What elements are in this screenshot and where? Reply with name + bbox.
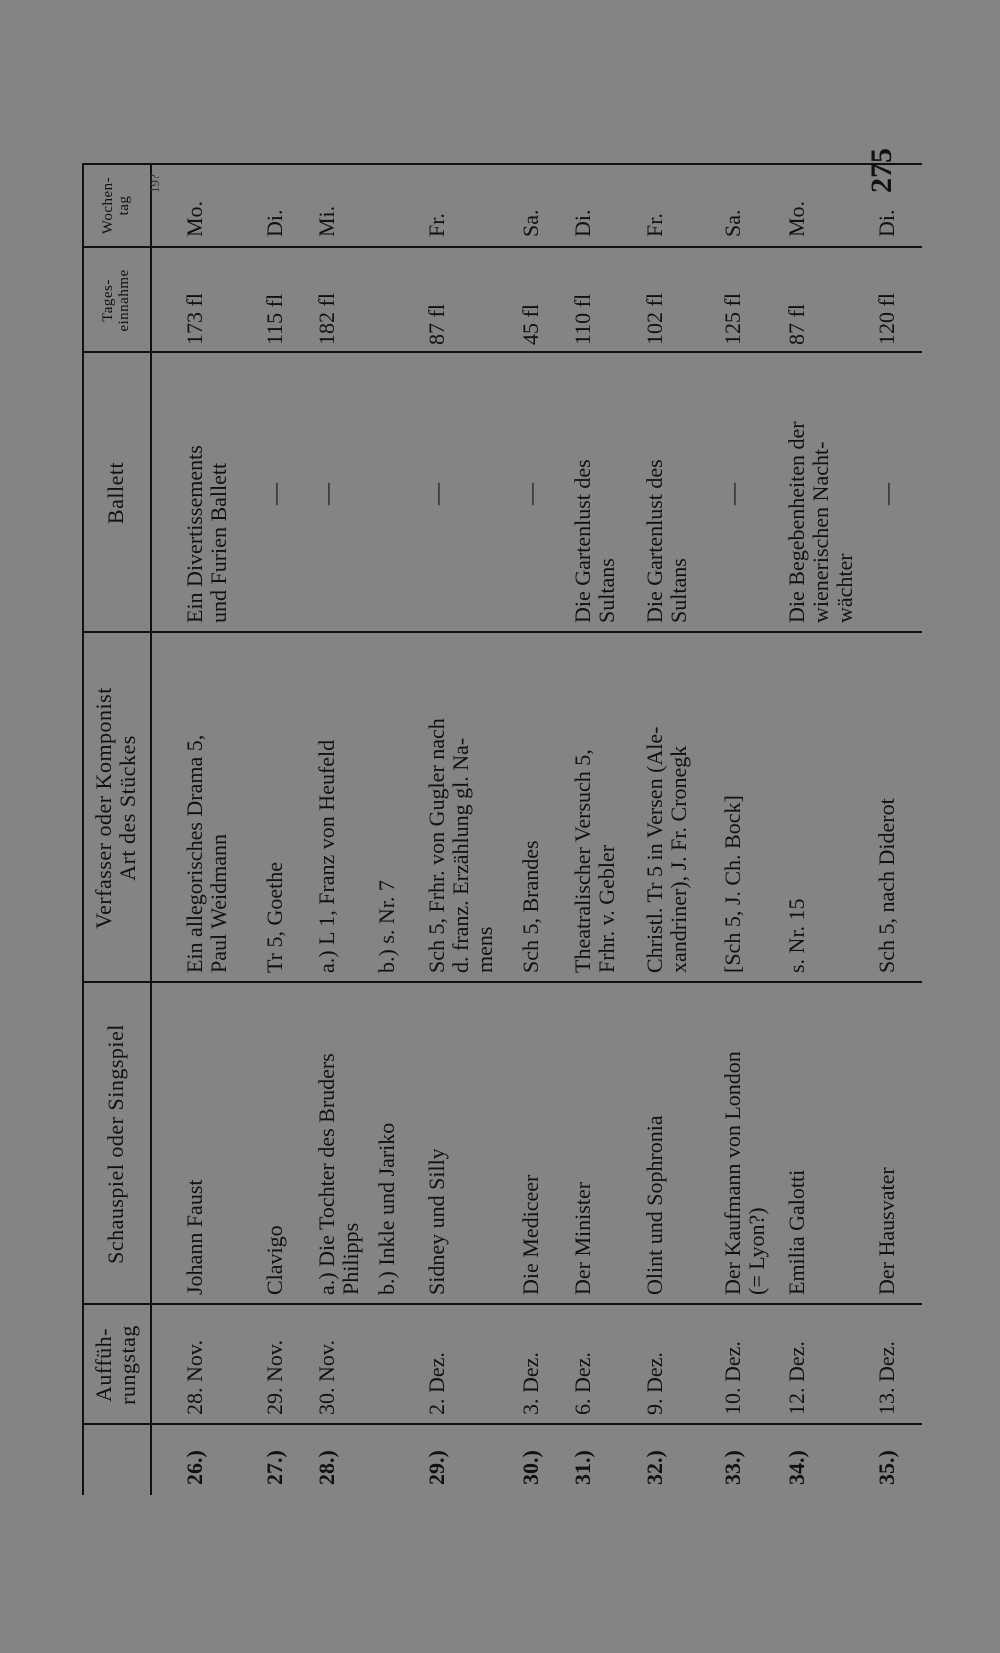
weekday: Sa.: [518, 209, 543, 237]
play-title-line: Philipps: [338, 1222, 363, 1295]
performance-table: [82, 163, 922, 1495]
author-line: Paul Weidmann: [206, 834, 231, 973]
page-number: 275: [865, 148, 898, 193]
weekday: Fr.: [642, 213, 667, 237]
play-title-line: Olint und Sophronia: [642, 1115, 667, 1295]
ballet-line: wienerischen Nacht-: [808, 441, 833, 623]
weekday: Mo.: [182, 200, 207, 237]
weekday: Di.: [874, 209, 899, 237]
play-title-line: a.) Die Tochter des Bruders: [314, 1053, 339, 1295]
ballet-line: Die Gartenlust des: [642, 459, 667, 623]
play-title-line: (= Lyon?): [744, 1207, 769, 1295]
header-author: Verfasser oder Komponist Art des Stückes: [91, 687, 140, 929]
author-line: Sch 5, Brandes: [518, 840, 543, 973]
header-weekday: Wochen- tag: [100, 176, 132, 235]
row-number: 34.): [784, 1450, 809, 1485]
author-line: Ein allegorisches Drama 5,: [182, 734, 207, 973]
author-line: Christl. Tr 5 in Versen (Ale-: [642, 726, 667, 973]
play-title-line: Sidney und Silly: [424, 1148, 449, 1295]
column-rule: [82, 351, 922, 353]
play-title-line: b.) Inkle und Jariko: [374, 1122, 399, 1295]
daily-income: 45 fl: [518, 304, 543, 345]
performance-date: 9. Dez.: [642, 1352, 667, 1415]
margin-mark: 19?: [147, 174, 162, 193]
weekday: Sa.: [720, 209, 745, 237]
row-number: 30.): [518, 1450, 543, 1485]
header-bottom-rule: [150, 163, 152, 1495]
play-title-line: Der Kaufmann von London: [720, 1051, 745, 1295]
author-line: s. Nr. 15: [784, 898, 809, 973]
weekday: Fr.: [424, 213, 449, 237]
daily-income: 87 fl: [424, 304, 449, 345]
daily-income: 115 fl: [262, 293, 287, 345]
author-line: mens: [472, 926, 497, 973]
daily-income: 87 fl: [784, 304, 809, 345]
column-rule: [82, 1303, 922, 1305]
play-title-line: Johann Faust: [182, 1179, 207, 1295]
ballet-dash: —: [314, 483, 339, 505]
ballet-line: und Furien Ballett: [206, 462, 231, 623]
performance-date: 6. Dez.: [570, 1352, 595, 1415]
column-rule: [82, 631, 922, 633]
table-top-rule: [82, 163, 84, 1495]
ballet-line: Sultans: [594, 558, 619, 623]
column-rule: [82, 163, 922, 165]
performance-date: 29. Nov.: [262, 1340, 287, 1415]
author-line: a.) L 1, Franz von Heufeld: [314, 739, 339, 973]
play-title-line: Emilia Galotti: [784, 1169, 809, 1295]
ballet-line: Die Begebenheiten der: [784, 421, 809, 623]
ballet-line: Ein Divertissements: [182, 445, 207, 623]
author-line: b.) s. Nr. 7: [374, 880, 399, 973]
weekday: Di.: [570, 209, 595, 237]
performance-date: 3. Dez.: [518, 1352, 543, 1415]
author-line: Sch 5, Frhr. von Gugler nach: [424, 718, 449, 973]
weekday: Di.: [262, 209, 287, 237]
weekday: Mi.: [314, 205, 339, 237]
performance-date: 13. Dez.: [874, 1341, 899, 1415]
ballet-line: wächter: [832, 553, 857, 623]
author-line: Sch 5, nach Diderot: [874, 798, 899, 973]
play-title-line: Der Hausvater: [874, 1167, 899, 1295]
header-ballet: Ballett: [103, 461, 128, 525]
ballet-line: Die Gartenlust des: [570, 459, 595, 623]
play-title-line: Die Mediceer: [518, 1174, 543, 1295]
ballet-dash: —: [720, 483, 745, 505]
ballet-line: Sultans: [666, 558, 691, 623]
daily-income: 125 fl: [720, 293, 745, 345]
row-number: 26.): [182, 1450, 207, 1485]
row-number: 31.): [570, 1450, 595, 1485]
daily-income: 182 fl: [314, 293, 339, 345]
daily-income: 102 fl: [642, 293, 667, 345]
row-number: 33.): [720, 1450, 745, 1485]
author-line: d. franz. Erzählung gl. Na-: [448, 737, 473, 973]
performance-date: 10. Dez.: [720, 1341, 745, 1415]
daily-income: 120 fl: [874, 293, 899, 345]
header-play: Schauspiel oder Singspiel: [103, 1024, 128, 1264]
row-number: 28.): [314, 1450, 339, 1485]
author-line: Frhr. v. Gebler: [594, 844, 619, 973]
header-nr: [82, 1425, 150, 1495]
ballet-dash: —: [262, 483, 287, 505]
ballet-dash: —: [424, 483, 449, 505]
performance-date: 2. Dez.: [424, 1352, 449, 1415]
performance-date: 30. Nov.: [314, 1340, 339, 1415]
ballet-dash: —: [518, 483, 543, 505]
header-date: Auffüh- rungstag: [91, 1325, 140, 1405]
author-line: [Sch 5, J. Ch. Bock]: [720, 795, 745, 973]
daily-income: 173 fl: [182, 293, 207, 345]
author-line: Tr 5, Goethe: [262, 861, 287, 973]
performance-date: 28. Nov.: [182, 1340, 207, 1415]
column-rule: [82, 246, 922, 248]
ballet-dash: —: [874, 483, 899, 505]
author-line: xandriner), J. Fr. Cronegk: [666, 745, 691, 973]
play-title-line: Clavigo: [262, 1225, 287, 1295]
weekday: Mo.: [784, 200, 809, 237]
column-rule: [82, 981, 922, 983]
header-income: Tages- einnahme: [100, 269, 132, 332]
performance-date: 12. Dez.: [784, 1341, 809, 1415]
row-number: 27.): [262, 1450, 287, 1485]
column-rule: [82, 1423, 922, 1425]
row-number: 35.): [874, 1450, 899, 1485]
play-title-line: Der Minister: [570, 1181, 595, 1295]
author-line: Theatralischer Versuch 5,: [570, 749, 595, 973]
daily-income: 110 fl: [570, 293, 595, 345]
row-number: 32.): [642, 1450, 667, 1485]
row-number: 29.): [424, 1450, 449, 1485]
